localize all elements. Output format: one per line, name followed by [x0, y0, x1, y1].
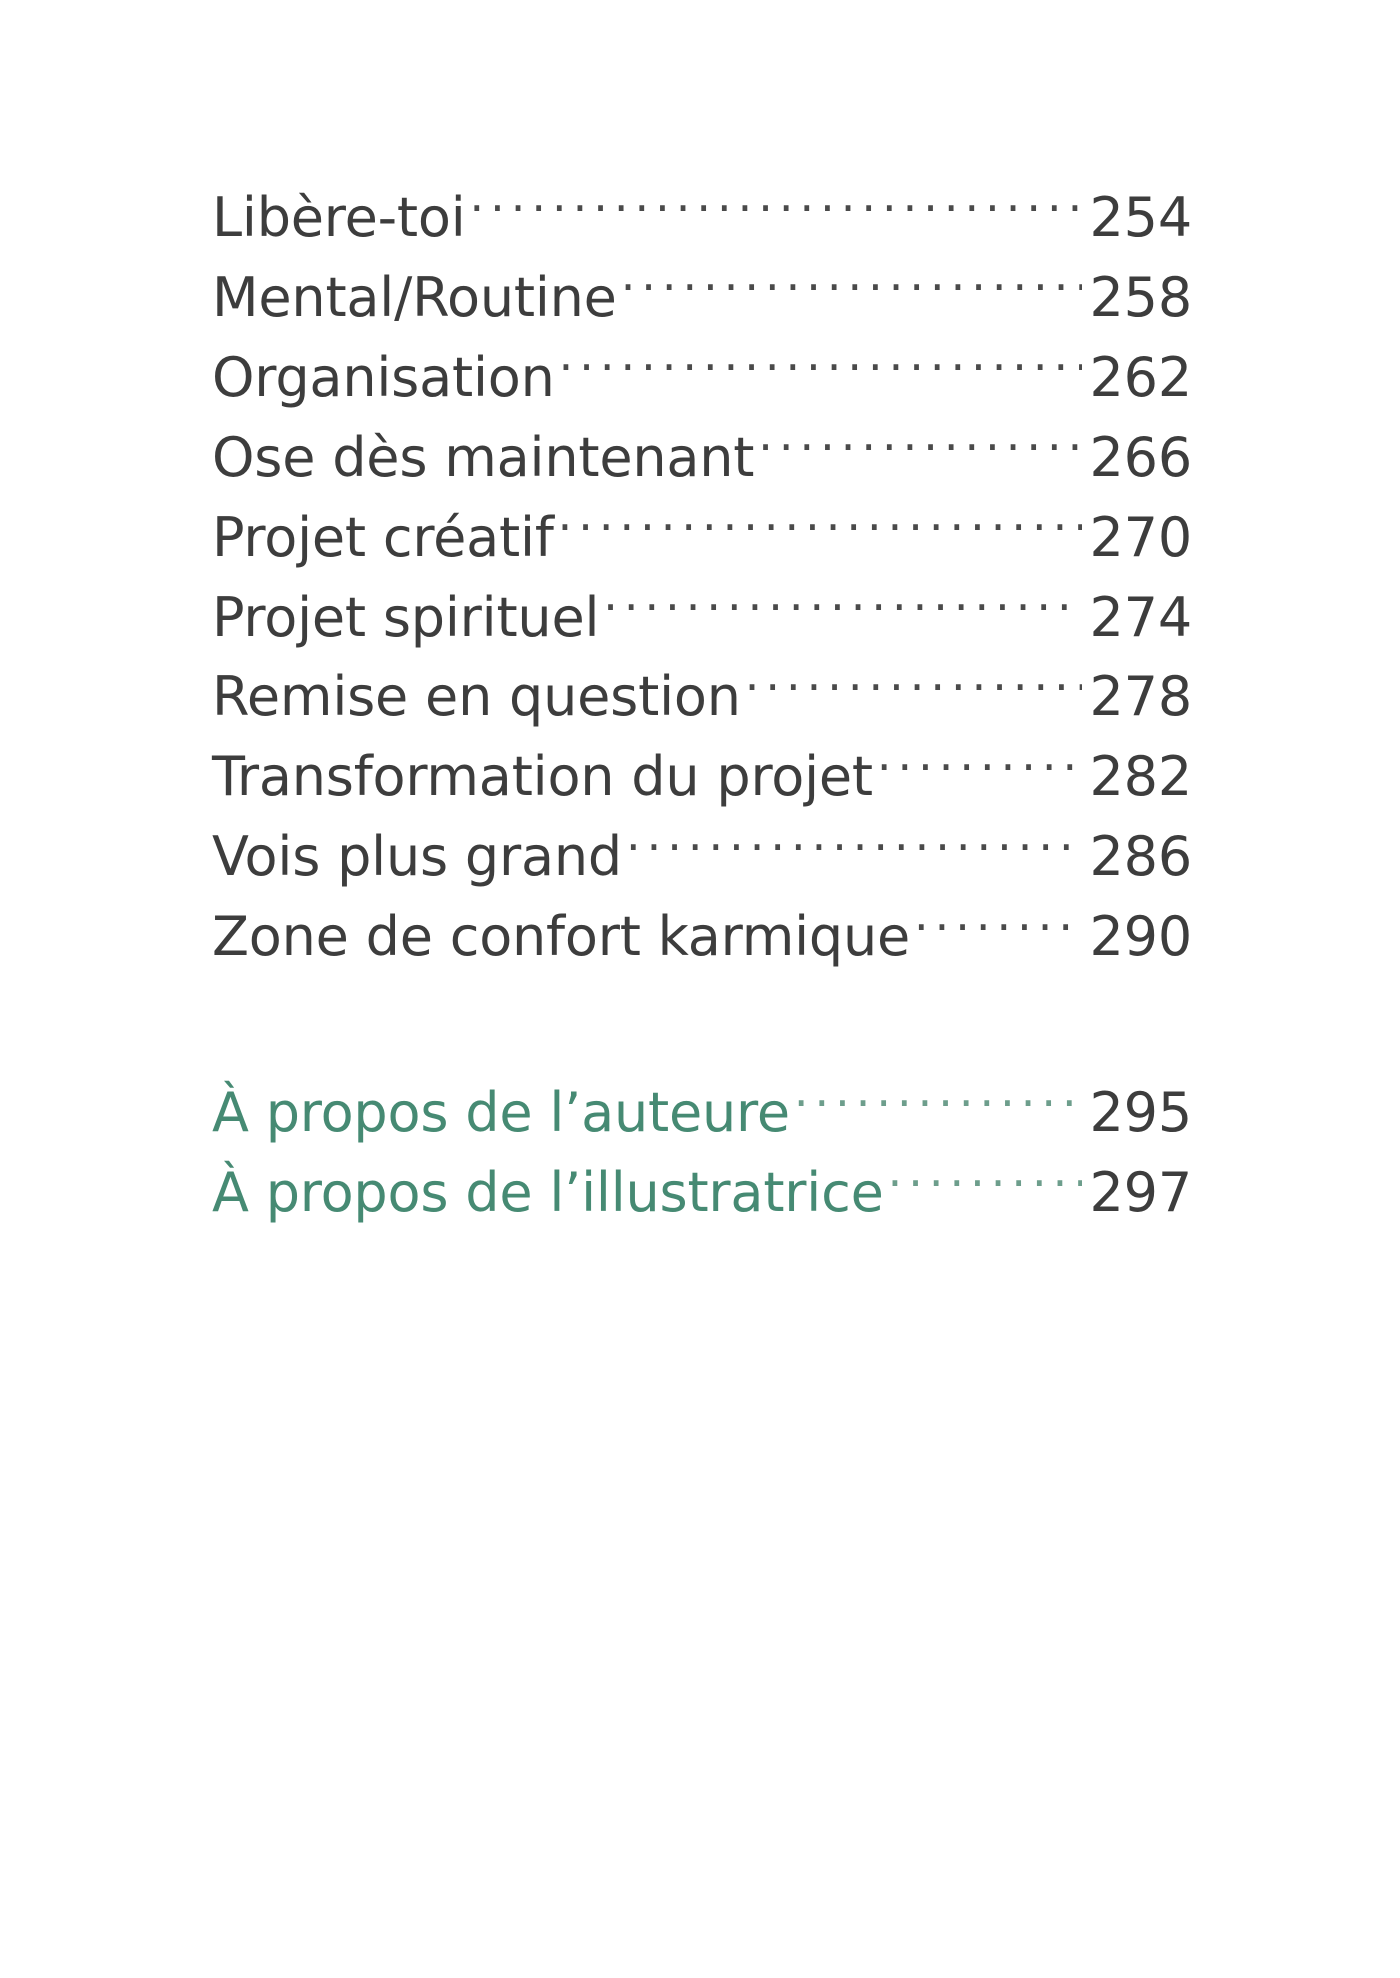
- toc-leader-dots: [621, 262, 1082, 316]
- toc-leader-dots: [559, 342, 1082, 396]
- toc-entry[interactable]: [212, 737, 1192, 817]
- toc-entry-page: 258: [1089, 265, 1192, 329]
- toc-entry[interactable]: [212, 178, 1192, 258]
- toc-leader-dots: [877, 741, 1082, 795]
- toc-entry-page: 295: [1089, 1081, 1192, 1145]
- toc-entry-title: Mental/Routine: [212, 265, 617, 329]
- toc-entry[interactable]: [212, 897, 1192, 977]
- toc-entry-title: Organisation: [212, 345, 555, 409]
- toc-entry-title: Vois plus grand: [212, 825, 622, 889]
- toc-entry-title: Projet spirituel: [212, 585, 600, 649]
- toc-entry-page: 270: [1089, 505, 1192, 569]
- toc-entry-page: 297: [1089, 1160, 1192, 1224]
- toc-entry-page: 282: [1089, 745, 1192, 809]
- toc-entry[interactable]: [212, 578, 1192, 658]
- toc-entry-page: 262: [1089, 345, 1192, 409]
- toc-leader-dots: [626, 821, 1082, 875]
- toc-entry-page: 278: [1089, 665, 1192, 729]
- toc-leader-dots: [745, 661, 1082, 715]
- toc-leader-dots: [470, 182, 1082, 236]
- toc-leader-dots: [603, 582, 1082, 636]
- toc-entry-title: Remise en question: [212, 665, 741, 729]
- toc-entry[interactable]: [212, 418, 1192, 498]
- toc-leader-dots: [794, 1077, 1082, 1131]
- toc-entry[interactable]: [212, 498, 1192, 578]
- toc-group-chapters: [212, 178, 1192, 977]
- toc-leader-dots: [914, 901, 1082, 955]
- toc-entry-page: 290: [1089, 905, 1192, 969]
- toc-entry[interactable]: [212, 258, 1192, 338]
- toc-entry-title: Transformation du projet: [212, 745, 873, 809]
- toc-entry[interactable]: [212, 1073, 1192, 1153]
- toc-entry-title: À propos de l’illustratrice: [212, 1160, 884, 1224]
- toc-entry-page: 266: [1089, 425, 1192, 489]
- toc-entry[interactable]: [212, 817, 1192, 897]
- toc-entry[interactable]: [212, 338, 1192, 418]
- toc-entry-title: Projet créatif: [212, 505, 554, 569]
- toc-leader-dots: [758, 422, 1082, 476]
- toc-entry-page: 274: [1089, 585, 1192, 649]
- table-of-contents: [212, 178, 1192, 1233]
- toc-entry-title: À propos de l’auteure: [212, 1081, 790, 1145]
- toc-entry-title: Ose dès maintenant: [212, 425, 755, 489]
- toc-entry-page: 254: [1089, 186, 1192, 249]
- toc-entry-page: 286: [1089, 825, 1192, 889]
- toc-entry[interactable]: [212, 1153, 1192, 1233]
- toc-entry-title: Zone de confort karmique: [212, 905, 911, 969]
- toc-entry[interactable]: [212, 657, 1192, 737]
- toc-leader-dots: [558, 502, 1082, 556]
- toc-group-divider: [212, 977, 1192, 1073]
- toc-group-back-matter: [212, 1073, 1192, 1233]
- toc-entry-title: Libère-toi: [212, 186, 466, 249]
- toc-leader-dots: [888, 1157, 1082, 1211]
